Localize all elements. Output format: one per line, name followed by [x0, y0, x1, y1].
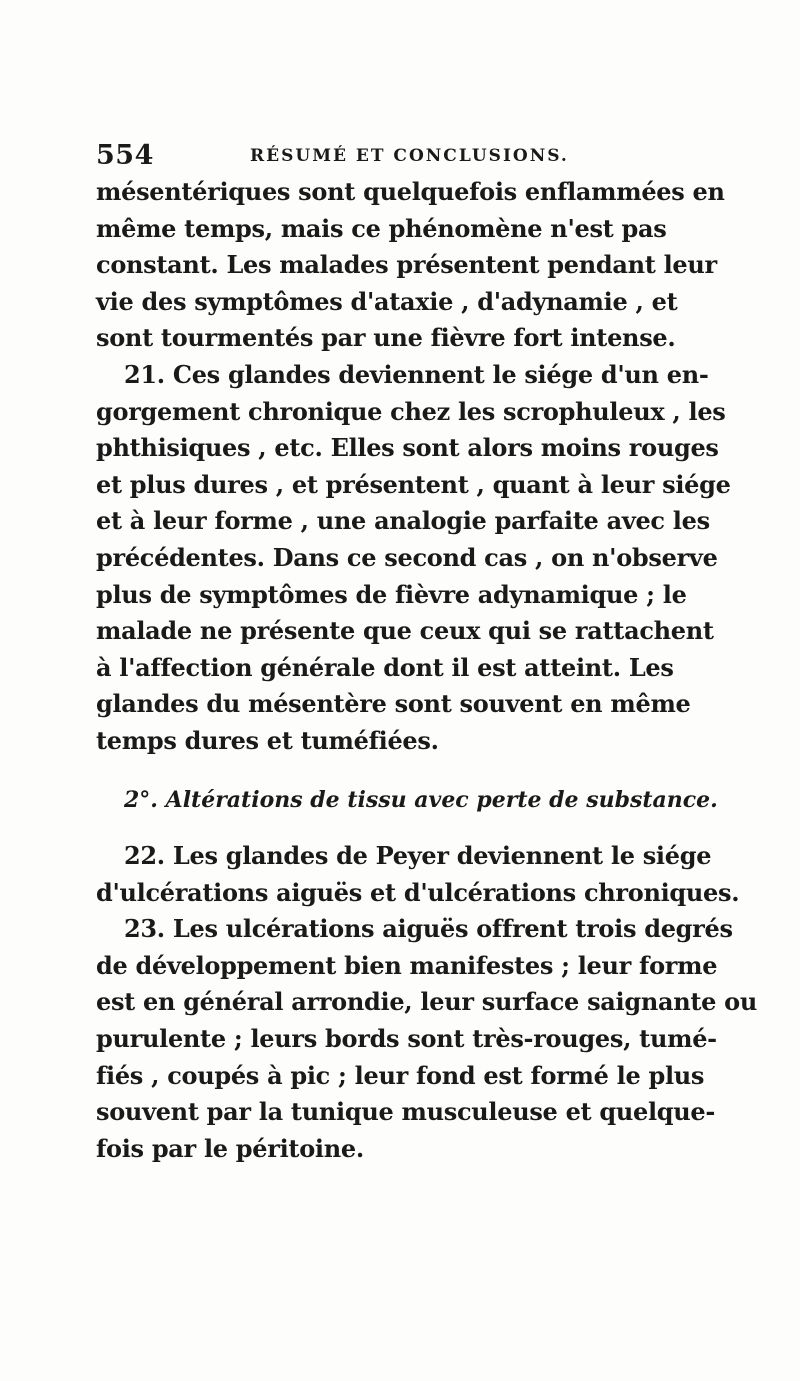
text-line: mésentériques sont quelquefois enflammées en: [96, 177, 725, 206]
text-line: vie des symptômes d'ataxie , d'adynamie , et: [96, 286, 678, 316]
paragraph-continued: [96, 174, 725, 357]
text-line: plus de symptômes de fièvre adynamique ; le: [96, 579, 687, 609]
section-title: 2°. Altérations de tissu avec perte de substance.: [124, 786, 718, 813]
page-header: [96, 140, 656, 176]
paragraph-21: [96, 357, 731, 760]
text-line: sont tourmentés par une fièvre fort intense.: [96, 323, 676, 353]
paragraph-23: [96, 911, 758, 1167]
text-line: 22. Les glandes de Peyer deviennent le siége: [124, 841, 712, 871]
text-line: glandes du mésentère sont souvent en même: [96, 689, 691, 719]
text-line: temps dures et tuméfiées.: [96, 725, 439, 755]
text-line: gorgement chronique chez les scrophuleux , les: [96, 396, 726, 426]
text-line: 21. Ces glandes deviennent le siége d'un en-: [124, 359, 709, 389]
running-head: RÉSUMÉ ET CONCLUSIONS.: [250, 146, 569, 166]
text-line: et à leur forme , une analogie parfaite avec les: [96, 506, 710, 536]
page-number: 554: [96, 140, 154, 171]
paragraph-22: [96, 838, 740, 911]
text-line: est en général arrondie, leur surface saignante ou: [96, 987, 758, 1017]
text-line: phthisiques , etc. Elles sont alors moins rouges: [96, 433, 719, 463]
spacer: [96, 760, 636, 774]
text-line: de développement bien manifestes ; leur forme: [96, 950, 718, 980]
text-line: d'ulcérations aiguës et d'ulcérations chroniques.: [96, 877, 740, 907]
text-line: fiés , coupés à pic ; leur fond est formé le plus: [96, 1060, 705, 1090]
body-text: [96, 174, 758, 1167]
text-line: purulente ; leurs bords sont très-rouges, tumé-: [96, 1024, 717, 1054]
text-line: et plus dures , et présentent , quant à leur siége: [96, 469, 731, 499]
text-line: 23. Les ulcérations aiguës offrent trois degrés: [124, 914, 733, 944]
text-line: malade ne présente que ceux qui se rattachent: [96, 616, 714, 646]
text-line: même temps, mais ce phénomène n'est pas: [96, 213, 667, 243]
text-line: constant. Les malades présentent pendant leur: [96, 250, 717, 280]
text-line: fois par le péritoine.: [96, 1133, 364, 1163]
text-line: souvent par la tunique musculeuse et quelque-: [96, 1097, 716, 1127]
text-line: précédentes. Dans ce second cas , on n'observe: [96, 542, 718, 572]
text-line: à l'affection générale dont il est atteint. Les: [96, 652, 674, 682]
